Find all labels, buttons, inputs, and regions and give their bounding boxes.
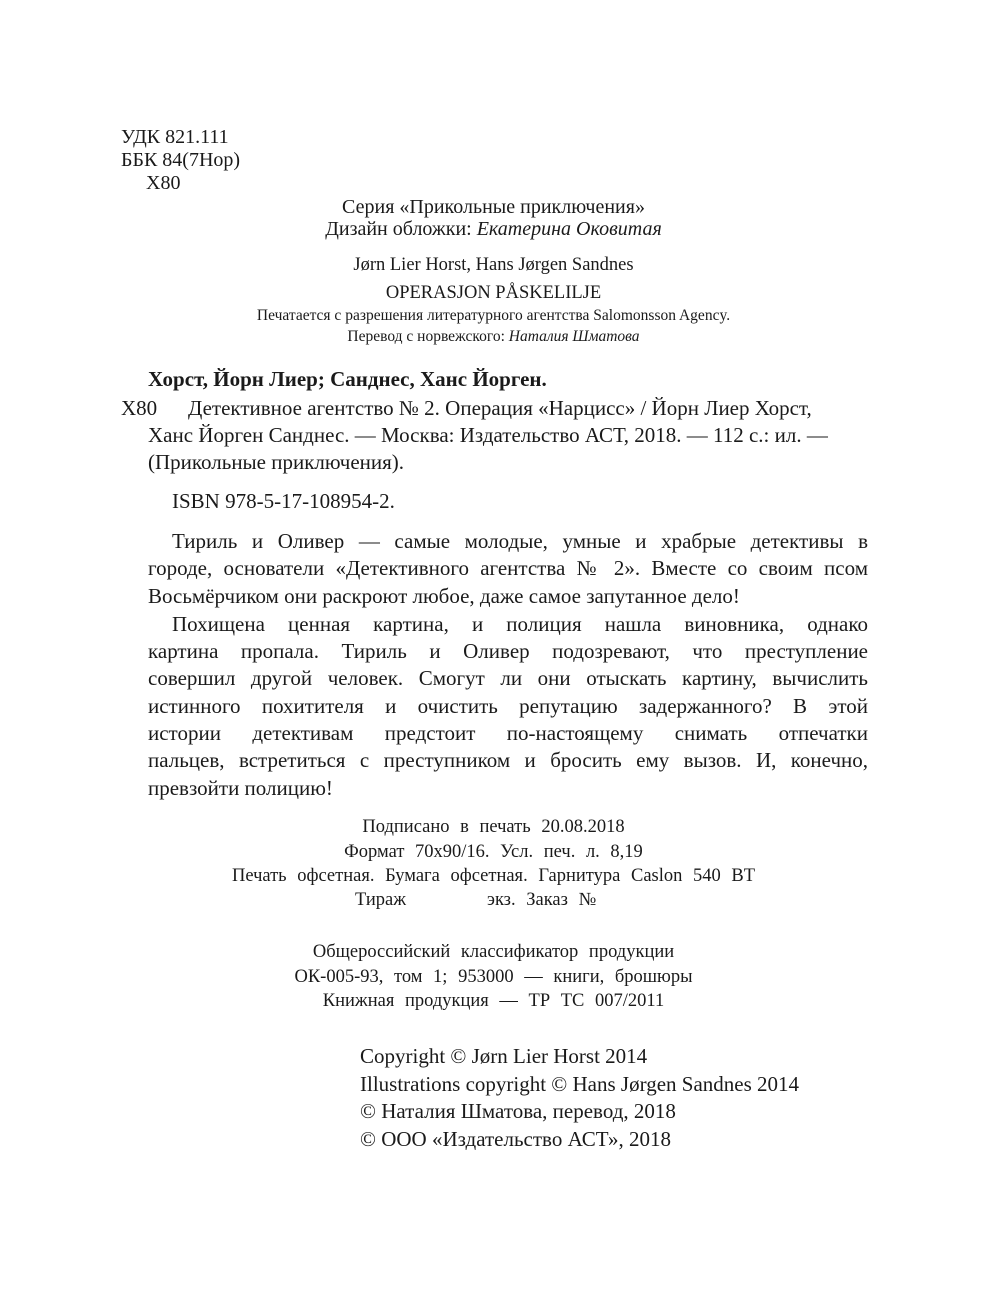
bibliography-mark: Х80 [121, 396, 158, 420]
annotation-line: пальцев, встретиться с преступником и бросить ему вызов. И, конечно, [148, 748, 868, 772]
bibliography-line-2: Ханс Йорген Санднес. — Москва: Издательство АСТ, 2018. — 112 с.: ил. — [148, 423, 828, 447]
copyright-line: Copyright © Jørn Lier Horst 2014 [360, 1044, 648, 1068]
cover-design-line [0, 219, 987, 239]
imprint-signed: Подписано в печать 20.08.2018 [362, 817, 625, 837]
bibliography-heading: Хорст, Йорн Лиер; Санднес, Ханс Йорген. [148, 367, 547, 391]
annotation-line: Восьмёрчиком они раскроют любое, даже самое запутанное дело! [148, 584, 740, 608]
imprint-copies-order: экз. Заказ № [487, 890, 597, 910]
author-mark: Х80 [146, 172, 181, 194]
udk-code: УДК 821.111 [121, 126, 229, 148]
series-line: Серия «Прикольные приключения» [342, 196, 645, 218]
annotation-line: истории детективам предстоит по-настоящему снимать отпечатки [148, 721, 868, 745]
annotation-line: Похищена ценная картина, и полиция нашла виновника, однако [172, 612, 868, 636]
annotation-line: совершил другой человек. Смогут ли они отыскать картину, вычислить [148, 666, 868, 690]
annotation-line: превзойти полицию! [148, 776, 333, 800]
product-class-line-1: Общероссийский классификатор продукции [312, 942, 675, 962]
annotation-line: картина пропала. Тириль и Оливер подозревают, что преступление [148, 639, 868, 663]
cover-designer: Екатерина Оковитая [476, 218, 662, 240]
translation-label: Перевод с норвежского: [347, 328, 509, 345]
bibliography-line-1: Детективное агентство № 2. Операция «Нарцисс» / Йорн Лиер Хорст, [188, 396, 812, 420]
imprint-run-label: Тираж [355, 890, 406, 910]
annotation-line: истинного похитителя и очистить репутацию задержанного? В этой [148, 694, 868, 718]
copyright-line: Illustrations copyright © Hans Jørgen Sandnes 2014 [360, 1072, 800, 1096]
original-title: OPERASJON PÅSKELILJE [385, 283, 602, 303]
bbk-code: ББК 84(7Нор) [121, 149, 241, 171]
translation-line [0, 329, 987, 345]
product-class-line-2: ОК-005-93, том 1; 953000 — книги, брошюры [294, 967, 693, 987]
isbn: ISBN 978-5-17-108954-2. [172, 489, 395, 513]
annotation-line: городе, основатели «Детективного агентства № 2». Вместе со своим псом [148, 556, 868, 580]
translator: Наталия Шматова [508, 328, 640, 345]
cover-design-label: Дизайн обложки: [325, 218, 477, 240]
annotation-line: Тириль и Оливер — самые молодые, умные и храбрые детективы в [172, 529, 868, 553]
copyright-line: © ООО «Издательство АСТ», 2018 [360, 1127, 671, 1151]
imprint-format: Формат 70х90/16. Усл. печ. л. 8,19 [344, 842, 643, 862]
copyright-line: © Наталия Шматова, перевод, 2018 [360, 1099, 676, 1123]
imprint-printing: Печать офсетная. Бумага офсетная. Гарнитура Caslon 540 BT [231, 866, 756, 886]
product-class-line-3: Книжная продукция — ТР ТС 007/2011 [322, 991, 665, 1011]
bibliography-line-3: (Прикольные приключения). [148, 450, 405, 474]
permission-line: Печатается с разрешения литературного агентства Salomonsson Agency. [256, 307, 731, 324]
original-authors: Jørn Lier Horst, Hans Jørgen Sandnes [353, 255, 634, 275]
